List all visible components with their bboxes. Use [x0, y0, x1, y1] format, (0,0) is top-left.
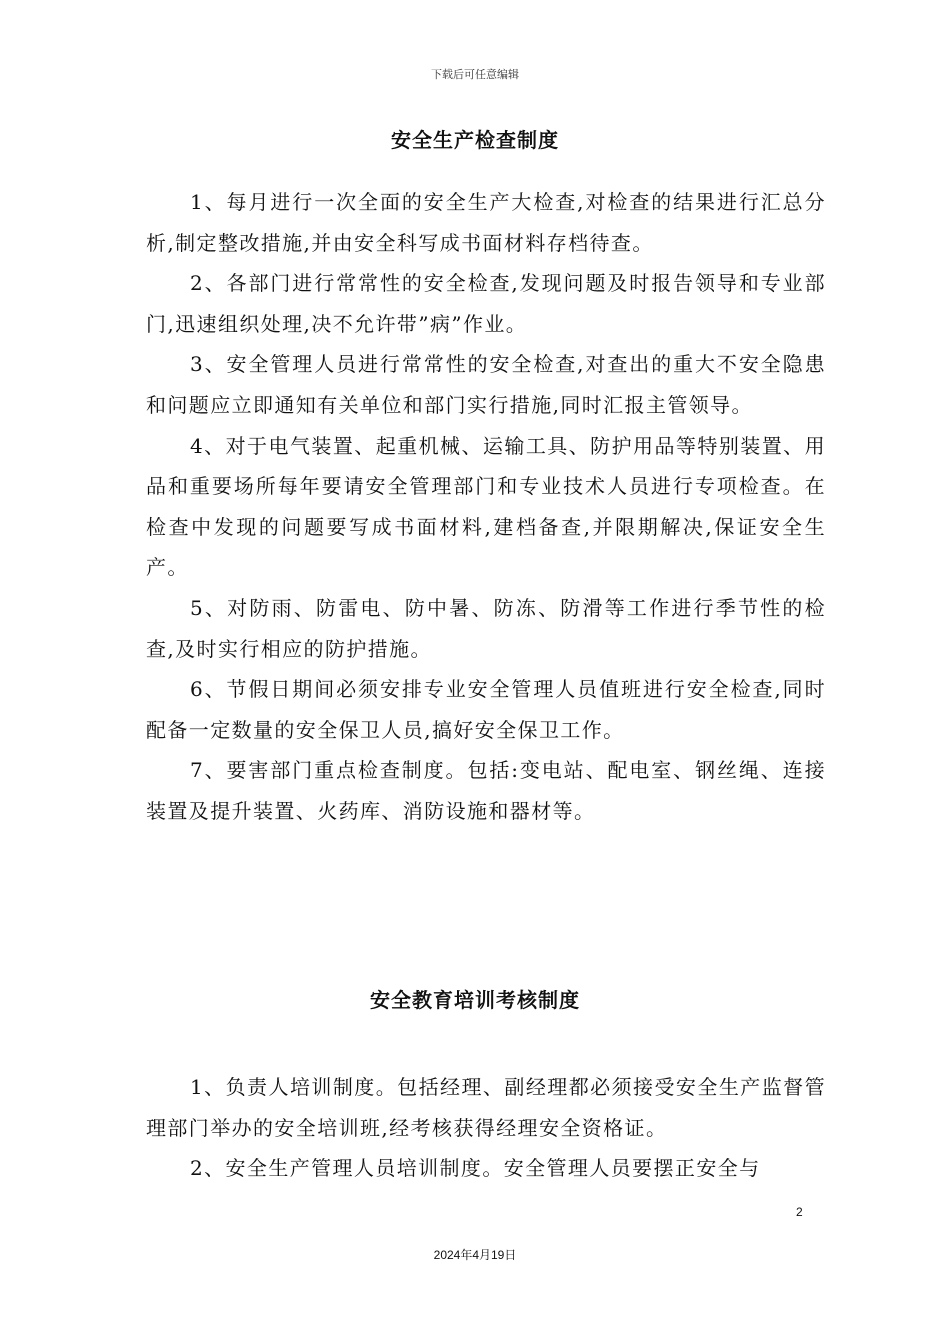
paragraph: 3、安全管理人员进行常常性的安全检查,对查出的重大不安全隐患和问题应立即通知有关单位和部门实行措施,同时汇报主管领导。 [146, 352, 826, 417]
paragraph: 6、节假日期间必须安排专业安全管理人员值班进行安全检查,同时配备一定数量的安全保卫人员,搞好安全保卫工作。 [146, 677, 826, 742]
page-number: 2 [796, 1205, 803, 1219]
paragraph: 2、安全生产管理人员培训制度。安全管理人员要摆正安全与 [190, 1156, 761, 1181]
paragraph: 5、对防雨、防雷电、防中暑、防冻、防滑等工作进行季节性的检查,及时实行相应的防护措施。 [146, 595, 826, 661]
training-body [146, 1067, 826, 1189]
section-title-safety-inspection: 安全生产检查制度 [391, 128, 559, 152]
footer-date: 2024年4月19日 [433, 1248, 517, 1262]
header-note: 下载后可任意编辑 [431, 68, 519, 81]
section-title-training: 安全教育培训考核制度 [370, 988, 580, 1012]
safety-inspection-body [146, 182, 826, 832]
paragraph: 2、各部门进行常常性的安全检查,发现问题及时报告领导和专业部门,迅速组织处理,决不允许带”病”作业。 [146, 271, 826, 336]
paragraph: 7、要害部门重点检查制度。包括:变电站、配电室、钢丝绳、连接装置及提升装置、火药库、消防设施和器材等。 [146, 758, 826, 823]
paragraph: 1、负责人培训制度。包括经理、副经理都必须接受安全生产监督管理部门举办的安全培训班,经考核获得经理安全资格证。 [146, 1075, 826, 1140]
paragraph: 1、每月进行一次全面的安全生产大检查,对检查的结果进行汇总分析,制定整改措施,并由安全科写成书面材料存档待查。 [146, 190, 826, 255]
paragraph: 4、对于电气装置、起重机械、运输工具、防护用品等特别装置、用品和重要场所每年要请安全管理部门和专业技术人员进行专项检查。在检查中发现的问题要写成书面材料,建档备查,并限期解决,保证安全生产。 [146, 433, 826, 580]
